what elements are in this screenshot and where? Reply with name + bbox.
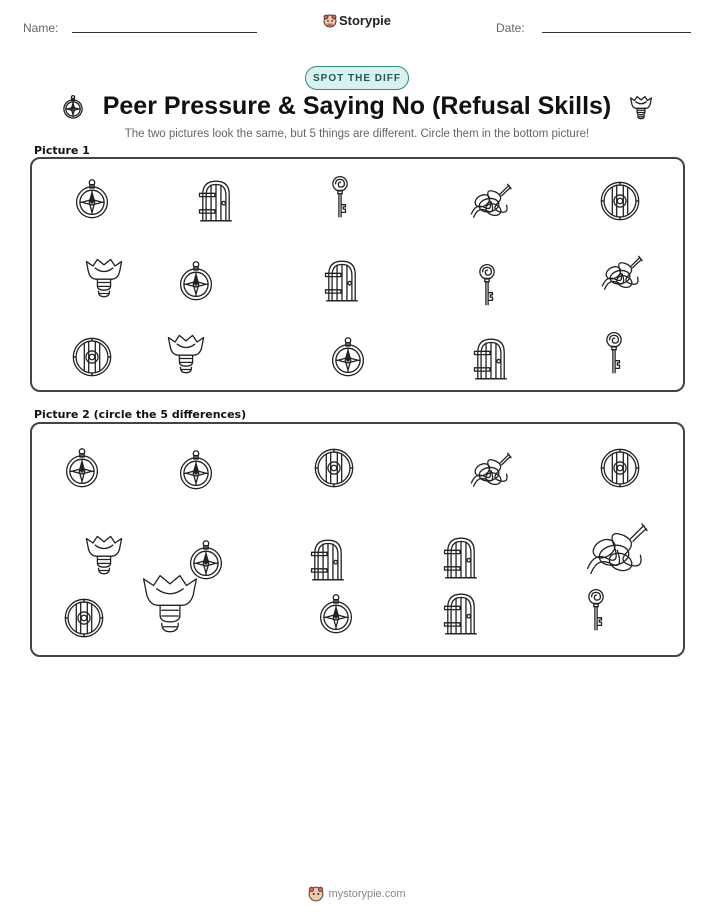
door-icon [469, 337, 513, 381]
knot-icon [467, 181, 511, 225]
spot-the-diff-badge: SPOT THE DIFF [305, 66, 409, 90]
picture-2-label: Picture 2 (circle the 5 differences) [34, 408, 247, 421]
compass-icon [174, 259, 218, 303]
door-icon [194, 179, 238, 223]
shield-icon[interactable] [62, 596, 106, 640]
key-icon [465, 263, 509, 307]
knot-icon[interactable] [581, 519, 647, 585]
throat-icon[interactable] [82, 532, 126, 576]
door-icon[interactable] [439, 536, 483, 580]
shield-icon [70, 335, 114, 379]
shield-icon [598, 179, 642, 223]
storypie-logo-icon [323, 14, 337, 28]
name-label: Name: [23, 21, 59, 35]
instructions: The two pictures look the same, but 5 things are different. Circle them in the bottom picture! [124, 128, 590, 140]
picture-1-label: Picture 1 [34, 144, 90, 157]
page-title: Peer Pressure & Saying No (Refusal Skills) [102, 92, 612, 120]
compass-icon[interactable] [314, 592, 358, 636]
key-icon[interactable] [574, 588, 618, 632]
key-icon [592, 331, 636, 375]
door-icon [320, 259, 364, 303]
compass-icon [70, 177, 114, 221]
throat-icon [628, 94, 654, 120]
throat-icon [164, 331, 208, 375]
storypie-footer-logo-icon [308, 886, 324, 902]
compass-icon [326, 335, 370, 379]
throat-icon [82, 255, 126, 299]
shield-icon[interactable] [312, 446, 356, 490]
footer-url[interactable]: mystorypie.com [328, 888, 406, 900]
door-icon[interactable] [439, 592, 483, 636]
date-label: Date: [496, 21, 525, 35]
door-icon[interactable] [306, 538, 350, 582]
name-field-line[interactable] [72, 32, 257, 33]
picture-1-panel [30, 157, 685, 392]
footer [0, 886, 714, 902]
picture-2-panel[interactable] [30, 422, 685, 657]
shield-icon[interactable] [598, 446, 642, 490]
compass-icon[interactable] [174, 448, 218, 492]
brand-name: Storypie [338, 13, 391, 29]
date-field-line[interactable] [542, 32, 691, 33]
compass-icon[interactable] [60, 446, 104, 490]
brand [0, 12, 714, 28]
throat-icon[interactable] [137, 569, 203, 635]
knot-icon [598, 253, 642, 297]
key-icon [318, 175, 362, 219]
knot-icon[interactable] [467, 450, 511, 494]
